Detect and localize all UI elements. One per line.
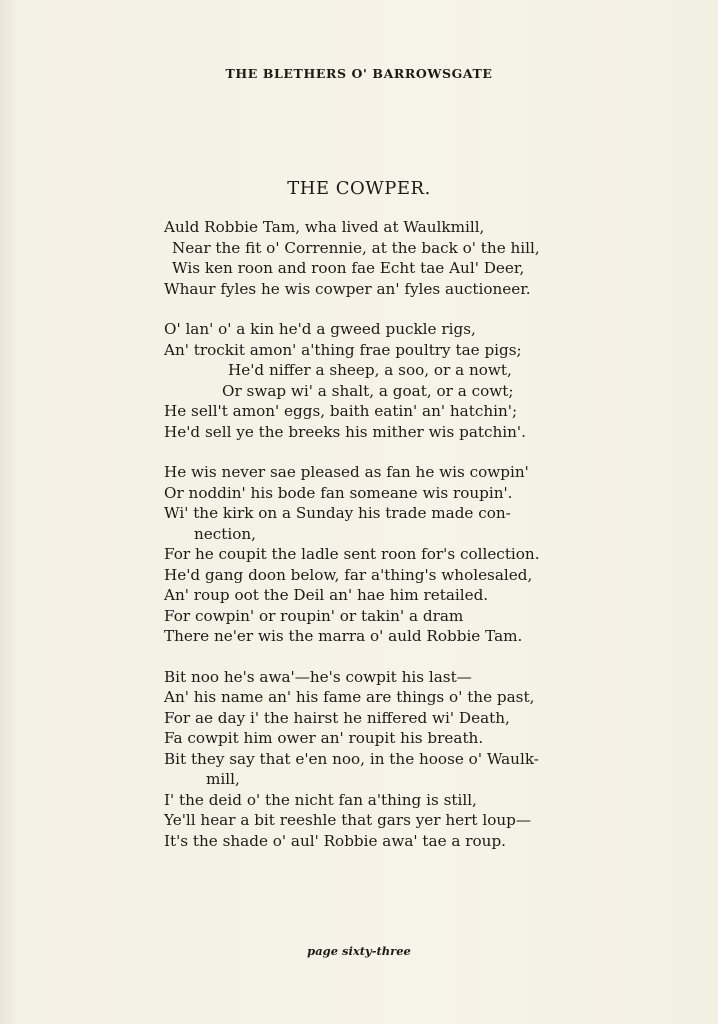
poem-line: O' lan' o' a kin he'd a gweed puckle rigs,	[164, 320, 476, 338]
poem-line: He'd niffer a sheep, a soo, or a nowt,	[228, 361, 512, 379]
poem-line: An' roup oot the Deil an' hae him retailed.	[164, 586, 489, 604]
poem-line: Fa cowpit him ower an' roupit his breath.	[164, 729, 484, 747]
poem-title: THE COWPER.	[287, 178, 431, 199]
poem-line: It's the shade o' aul' Robbie awa' tae a roup.	[164, 831, 507, 850]
poem-line: mill,	[206, 770, 240, 788]
poem-line: He wis never sae pleased as fan he wis cowpin'	[164, 463, 529, 481]
poem-line: For ae day i' the hairst he niffered wi' Death,	[164, 708, 510, 727]
poem-line: Ye'll hear a bit reeshle that gars yer hert loup—	[164, 811, 532, 829]
poem-line: Auld Robbie Tam, wha lived at Waulkmill,	[164, 218, 485, 236]
stanza-2	[164, 319, 634, 442]
stanza-3	[164, 462, 634, 647]
running-head: THE BLETHERS O' BARROWSGATE	[225, 66, 493, 81]
page-number: page sixty-three	[307, 944, 411, 958]
stanza-4	[164, 667, 634, 852]
poem-line: An' trockit amon' a'thing frae poultry tae pigs;	[164, 340, 522, 359]
poem-line: Wi' the kirk on a Sunday his trade made con-	[164, 504, 511, 522]
poem-line: Or noddin' his bode fan someane wis roupin'.	[164, 483, 513, 502]
poem-line: For cowpin' or roupin' or takin' a dram	[164, 606, 464, 625]
poem-line: There ne'er wis the marra o' auld Robbie Tam.	[164, 627, 523, 645]
poem-line: Near the fit o' Corrennie, at the back o' the hill,	[172, 238, 540, 257]
poem-line: He sell't amon' eggs, baith eatin' an' hatchin';	[164, 402, 518, 420]
poem-line: For he coupit the ladle sent roon for's collection.	[164, 545, 540, 563]
poem-line: Bit noo he's awa'—he's cowpit his last—	[164, 667, 472, 686]
poem-line: He'd gang doon below, far a'thing's wholesaled,	[164, 565, 533, 584]
poem-line: nection,	[194, 524, 256, 543]
poem-line: He'd sell ye the breeks his mither wis patchin'.	[164, 422, 526, 441]
poem-line: I' the deid o' the nicht fan a'thing is still,	[164, 790, 477, 809]
poem-body	[164, 217, 634, 871]
poem-line: Bit they say that e'en noo, in the hoose o' Waulk-	[164, 749, 539, 768]
poem-line: Wis ken roon and roon fae Echt tae Aul' Deer,	[172, 259, 525, 277]
poem-line: Whaur fyles he wis cowper an' fyles auctioneer.	[164, 279, 531, 298]
poem-line: Or swap wi' a shalt, a goat, or a cowt;	[222, 381, 514, 400]
stanza-1	[164, 217, 634, 299]
poem-line: An' his name an' his fame are things o' the past,	[164, 688, 535, 706]
